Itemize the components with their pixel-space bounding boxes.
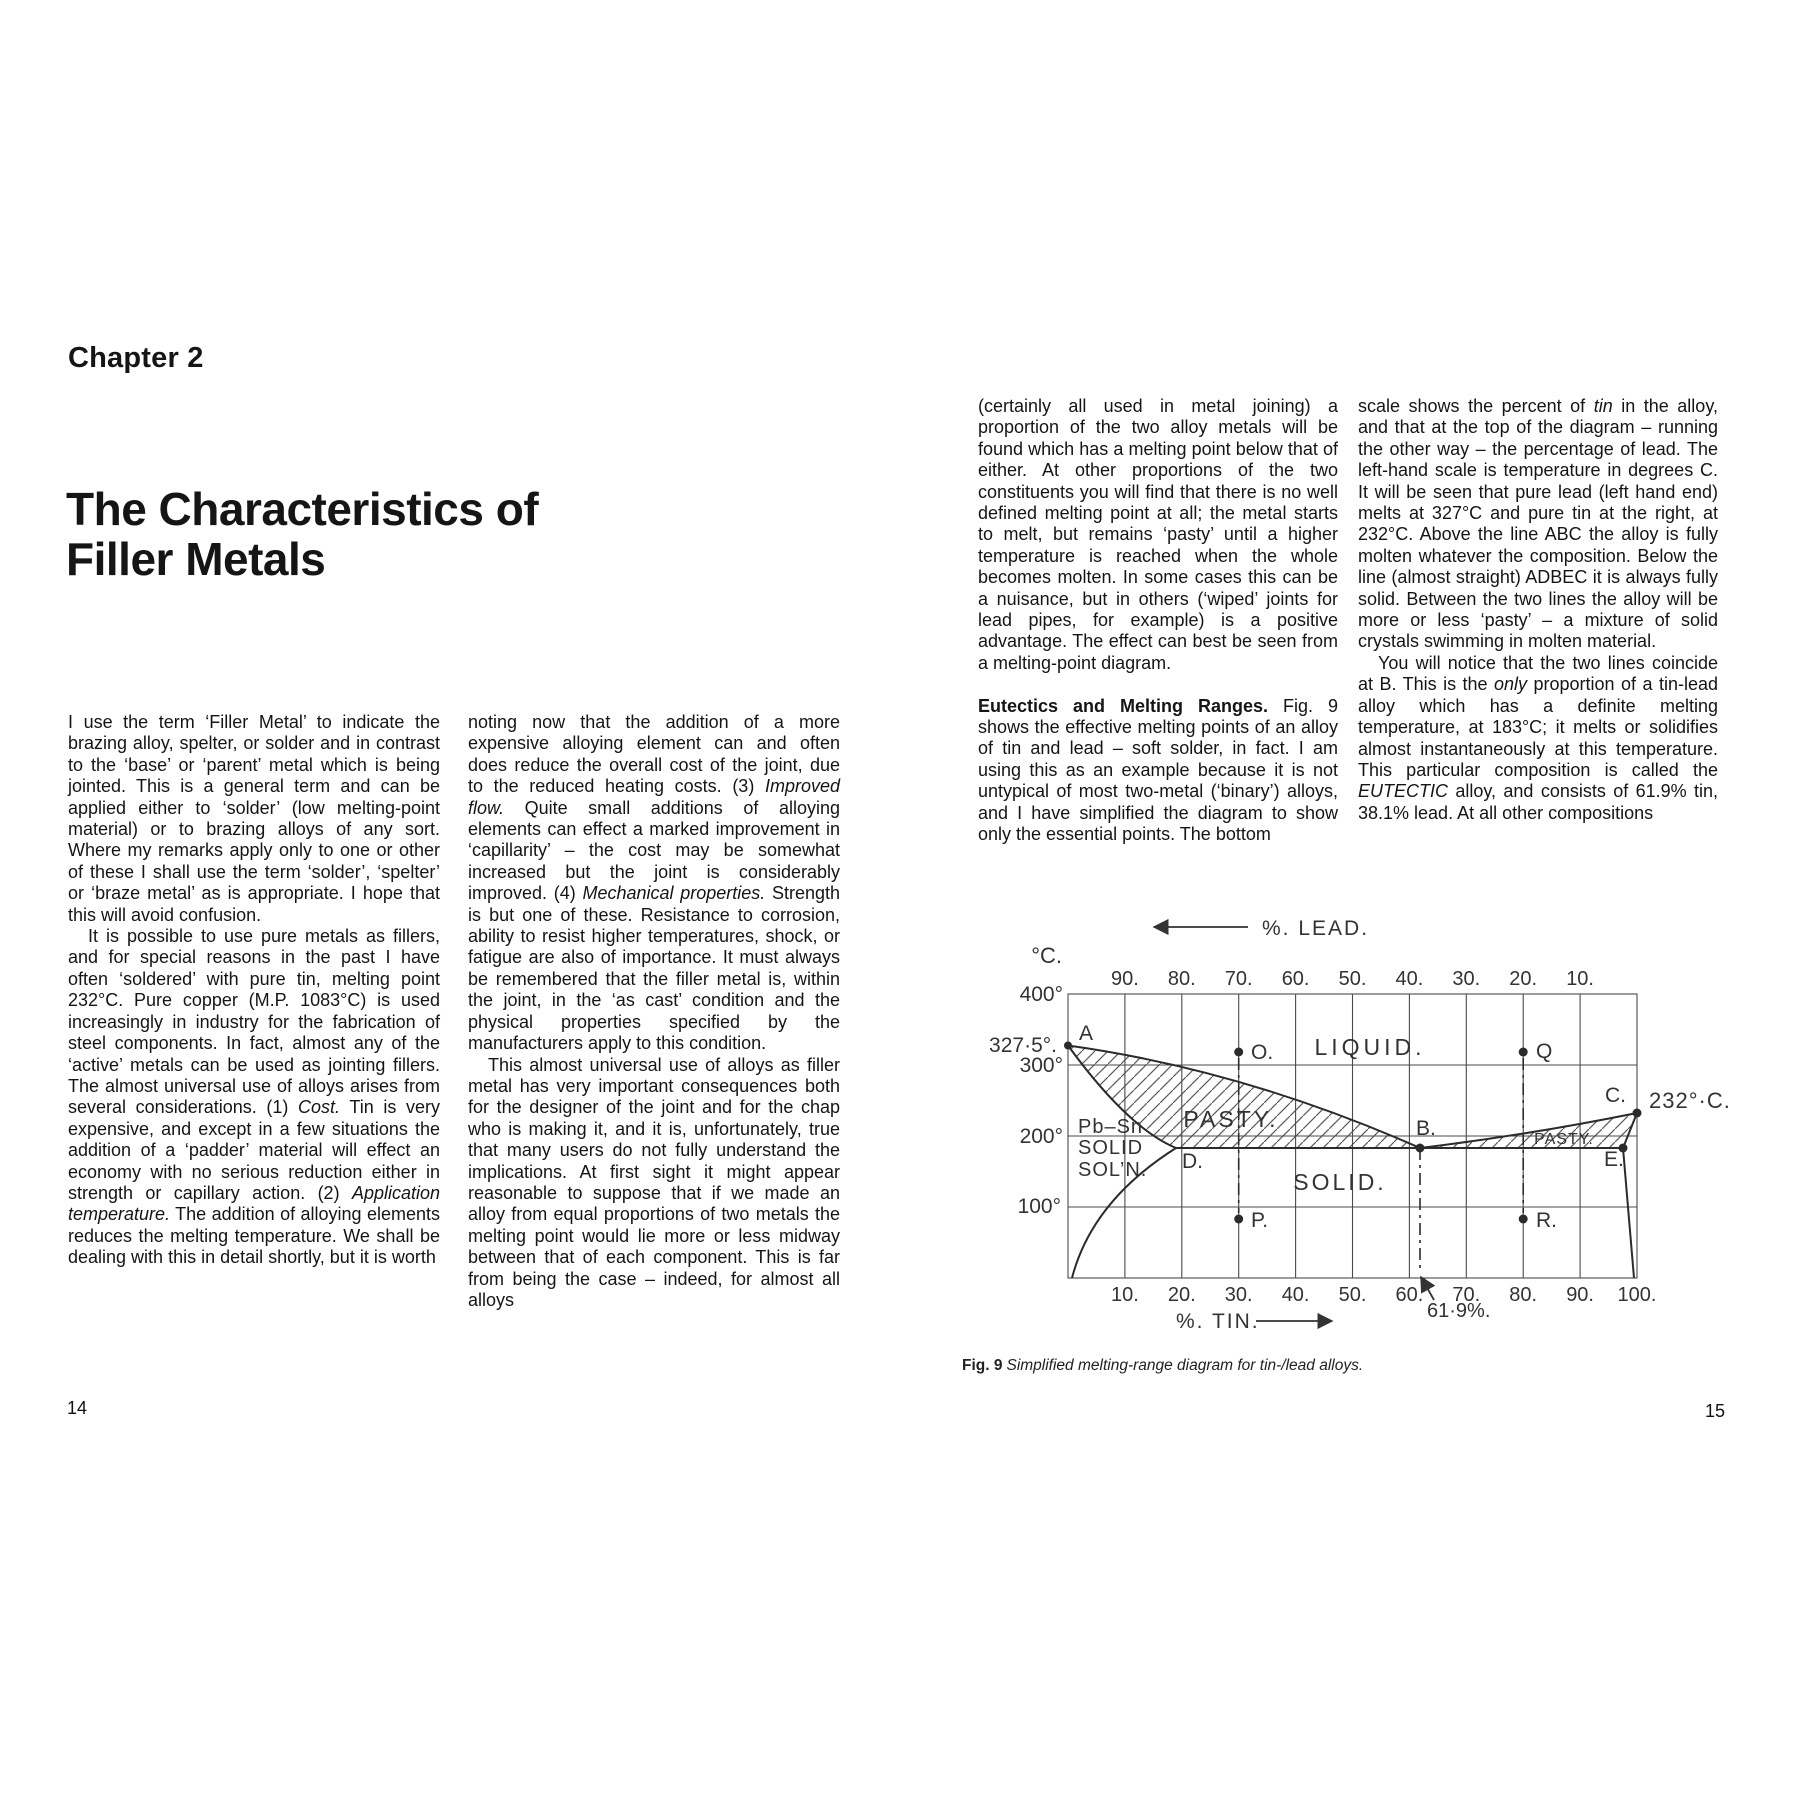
svg-text:80.: 80. [1167, 968, 1196, 990]
svg-text:90.: 90. [1110, 968, 1139, 990]
svg-text:50.: 50. [1338, 968, 1367, 990]
paragraph: This almost universal use of alloys as filler metal has very important consequences both for the designer of the joint and for the chap who is making it, and it is, unfortunately, true that many users do not fully understand the implications. At first sight it might appear reasonable to suppose that if we made an alloy from equal proportions of two metals the melting point would lie more or less midway between that of each component. This is far from being the case – indeed, for almost all alloys [468, 1054, 840, 1310]
svg-text:100°: 100° [1017, 1195, 1061, 1218]
paragraph: (certainly all used in metal joining) a proportion of the two alloy metals will be found which has a melting point below that of either. At other proportions of the two constituents you will find that there is no well defined melting point at all; the metal starts to melt, but remains ‘pasty’ until a higher temperature is reached when the whole becomes molten. In some cases this can be a nuisance, but in others (‘wiped’ joints for lead pipes, for example) is a positive advantage. The effect can best be seen from a melting-point diagram. [978, 396, 1338, 673]
chapter-title-line2: Filler Metals [66, 533, 326, 585]
chapter-title [66, 484, 538, 584]
svg-text:20.: 20. [1509, 968, 1538, 990]
tin-axis-ticks [1111, 1284, 1656, 1306]
region-label-solid: SOLID. [1293, 1169, 1387, 1195]
svg-text:B.: B. [1416, 1117, 1436, 1140]
paragraph: I use the term ‘Filler Metal’ to indicate the brazing alloy, spelter, or solder and in contrast to the ‘base’ or ‘parent’ metal which is being jointed. This is a general term and can be applied either to ‘solder’ (low melting-point material) or to brazing alloys of any sort. Where my remarks apply only to one or other of these I shall use the term ‘solder’, ‘spelter’ or ‘braze metal’ as is appropriate. I hope that this will avoid confusion. [68, 712, 440, 925]
paragraph: You will notice that the two lines coincide at B. This is the only proportion of a tin-lead alloy which has a definite melting temperature, at 183°C; it melts or solidifies almost instantaneously at this temperature. This particular composition is called the EUTECTIC alloy, and consists of 61.9% tin, 38.1% lead. At all other compositions [1358, 652, 1718, 823]
svg-text:70.: 70. [1452, 1284, 1481, 1306]
svg-text:400°: 400° [1019, 983, 1063, 1006]
figure-caption-number: Fig. 9 [962, 1357, 1003, 1374]
right-page-column-1 [978, 396, 1338, 846]
svg-text:D.: D. [1182, 1150, 1203, 1173]
chapter-title-line1: The Characteristics of [66, 483, 539, 535]
tin-axis-label: %. TIN. [1176, 1310, 1260, 1333]
svg-text:10.: 10. [1566, 968, 1595, 990]
solvus-tin-side [1623, 1148, 1634, 1278]
region-label-pasty-right: PASTY. [1534, 1131, 1594, 1148]
svg-text:SOLID: SOLID [1078, 1137, 1144, 1159]
temp-axis-unit: °C. [1031, 943, 1062, 968]
paragraph: It is possible to use pure metals as fillers, and for special reasons in the past I have often ‘soldered’ with pure tin, melting point 232°C. Pure copper (M.P. 1083°C) is used increasingly in industry for the fabrication of steel components. In fact, almost any of the ‘active’ metals can be used as jointing fillers. The almost universal use of alloys arises from several considerations. (1) Cost. Tin is very expensive, and except in a few situations the addition of a ‘padder’ material will effect an economy with no serious reduction either in strength or capillary action. (2) Application temperature. The addition of alloying elements reduces the melting temperature. We shall be dealing with this in detail shortly, but it is worth [68, 926, 440, 1268]
svg-text:Q: Q [1536, 1040, 1553, 1063]
svg-text:Pb–Sn: Pb–Sn [1078, 1116, 1144, 1138]
paragraph: Eutectics and Melting Ranges. Fig. 9 shows the effective melting points of an alloy of tin and lead – soft solder, in fact. I am using this as an example because it is not untypical of most two-metal (‘binary’) alloys, and I have simplified the diagram to show only the essential points. The bottom [978, 695, 1338, 845]
eutectic-composition-label: 61·9%. [1427, 1300, 1491, 1322]
svg-text:70.: 70. [1224, 968, 1253, 990]
svg-text:40.: 40. [1281, 1284, 1310, 1306]
region-label-pasty-left: PASTY. [1183, 1106, 1279, 1132]
right-page-column-2 [1358, 396, 1718, 824]
svg-text:20.: 20. [1167, 1284, 1196, 1306]
page-number-right: 15 [1705, 1401, 1726, 1421]
svg-text:40.: 40. [1395, 968, 1424, 990]
paragraph: scale shows the percent of tin in the alloy, and that at the top of the diagram – running the other way – the percentage of lead. The left-hand scale is temperature in degrees C. It will be seen that pure lead (left hand end) melts at 327°C and pure tin at the right, at 232°C. Above the line ABC the alloy is fully molten whatever the composition. Below the line (almost straight) ADBEC it is always fully solid. Between the two lines the alloy will be more or less ‘pasty’ – a mixture of solid crystals swimming in molten material. [1358, 396, 1718, 652]
left-page-column-1 [68, 712, 440, 1269]
lead-axis-ticks [1111, 968, 1594, 990]
svg-text:60.: 60. [1281, 968, 1310, 990]
svg-text:SOL’N.: SOL’N. [1078, 1159, 1148, 1181]
page-number-left: 14 [67, 1398, 88, 1418]
figure-caption-text: Simplified melting-range diagram for tin-/lead alloys. [1006, 1357, 1364, 1374]
composition-lines [1239, 1058, 1524, 1273]
svg-text:P.: P. [1251, 1209, 1269, 1232]
temp-axis-ticks [989, 983, 1063, 1218]
svg-text:30.: 30. [1224, 1284, 1253, 1306]
svg-text:80.: 80. [1509, 1284, 1538, 1306]
region-label-solid-solution [1078, 1116, 1147, 1181]
svg-text:50.: 50. [1338, 1284, 1367, 1306]
svg-text:30.: 30. [1452, 968, 1481, 990]
lead-axis-label: %. LEAD. [1262, 917, 1370, 940]
svg-text:A: A [1079, 1022, 1094, 1045]
svg-text:10.: 10. [1110, 1284, 1139, 1306]
svg-text:300°: 300° [1019, 1054, 1063, 1077]
svg-text:R.: R. [1536, 1209, 1557, 1232]
svg-text:90.: 90. [1566, 1284, 1595, 1306]
svg-text:327·5°.: 327·5°. [989, 1034, 1057, 1057]
svg-text:C.: C. [1605, 1084, 1626, 1107]
svg-text:200°: 200° [1019, 1125, 1063, 1148]
svg-text:60.: 60. [1395, 1284, 1424, 1306]
left-page-column-2 [468, 712, 840, 1311]
svg-text:O.: O. [1251, 1041, 1274, 1064]
melting-range-diagram [900, 895, 1790, 1355]
tin-melting-point-label: 232°·C. [1649, 1088, 1731, 1113]
svg-text:100.: 100. [1617, 1284, 1657, 1306]
figure-caption [962, 1357, 1682, 1375]
paragraph: noting now that the addition of a more expensive alloying element can and often does reduce the overall cost of the joint, due to the reduced heating costs. (3) Improved flow. Quite small additions of alloying elements can effect a marked improvement in ‘capillarity’ – the cost may be somewhat increased but the joint is considerably improved. (4) Mechanical properties. Strength is but one of these. Resistance to corrosion, ability to resist higher temperatures, shock, or fatigue are also of importance. It must always be remembered that the filler metal is, within the joint, in the ‘as cast’ condition and the physical properties specified by the manufacturers apply to this condition. [468, 712, 840, 1054]
svg-text:E.: E. [1604, 1148, 1624, 1171]
chapter-kicker: Chapter 2 [68, 342, 204, 374]
region-label-liquid: LIQUID. [1314, 1034, 1426, 1060]
